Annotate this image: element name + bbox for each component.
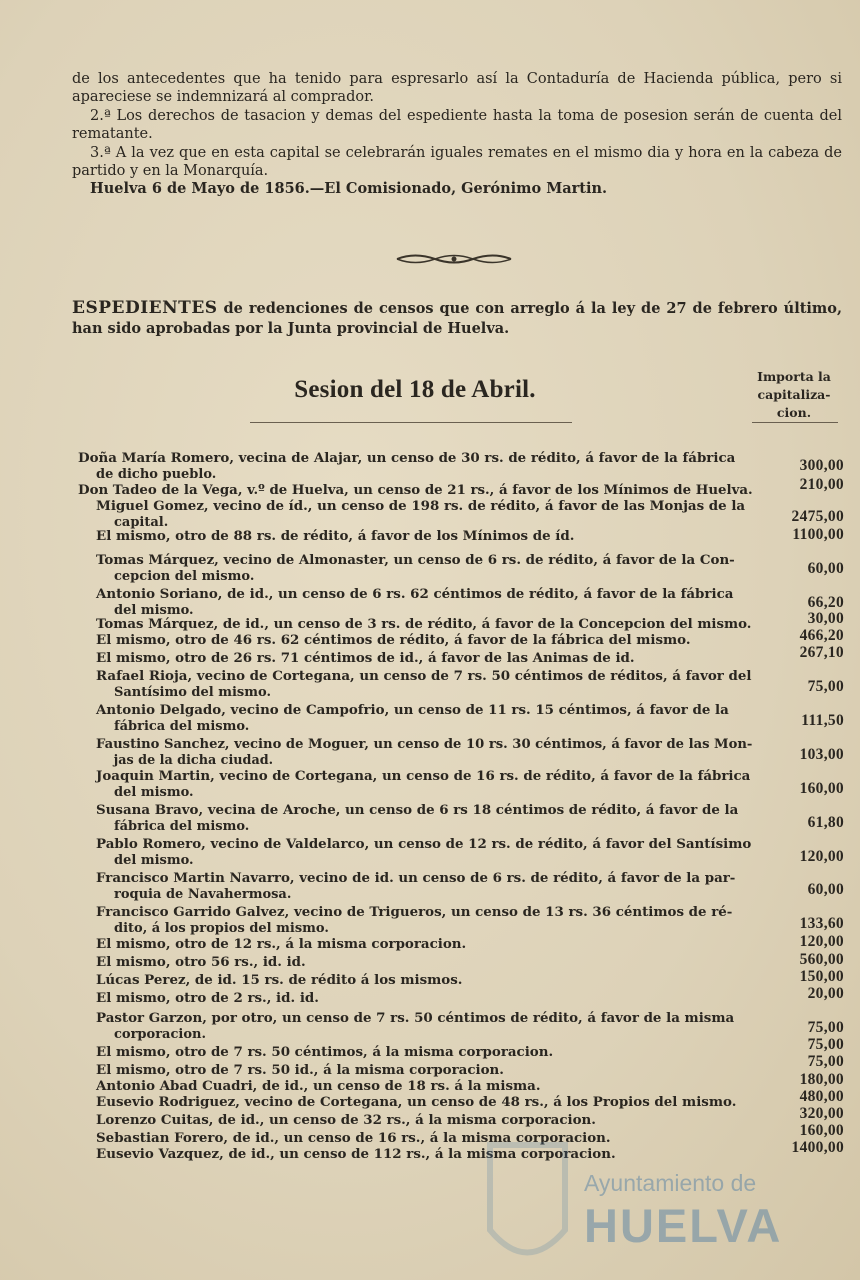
entry-text (96, 1094, 736, 1111)
entry-main-line: Faustino Sanchez, vecino de Moguer, un censo de 10 rs. 30 céntimos, á favor de las Mon- (96, 736, 753, 752)
entry-main-line: Susana Bravo, vecina de Aroche, un censo de 6 rs 18 céntimos de rédito, á favor de la (96, 802, 739, 818)
entry-main-line: Eusevio Vazquez, de id., un censo de 112 rs., á la misma corporacion. (96, 1146, 616, 1162)
entry-text (96, 668, 751, 701)
intro-paragraph-3: 3.ª A la vez que en esta capital se celebrarán iguales remates en el mismo dia y hora en la cabeza de partido y en la Monarquía. (72, 144, 842, 180)
entry-amount: 160,00 (799, 780, 844, 797)
entry-continuation-line: capital. (114, 514, 169, 530)
entry-text (96, 498, 745, 531)
entry-text (96, 870, 735, 903)
entry-main-line: Antonio Delgado, vecino de Campofrio, un censo de 11 rs. 15 céntimos, á favor de la (96, 702, 729, 718)
entry-text (96, 616, 751, 633)
entry-text (96, 990, 319, 1007)
entry-text (96, 1010, 734, 1043)
entry-text (96, 972, 462, 989)
watermark-text-small: Ayuntamiento de (584, 1170, 757, 1196)
entry-text (96, 1112, 596, 1129)
entry-amount: 480,00 (799, 1088, 844, 1105)
entry-main-line: Rafael Rioja, vecino de Cortegana, un censo de 7 rs. 50 céntimos de réditos, á favor del (96, 668, 752, 684)
entry-text (78, 450, 735, 483)
entry-amount: 2475,00 (791, 508, 844, 525)
entry-main-line: El mismo, otro de 7 rs. 50 id., á la misma corporacion. (96, 1062, 504, 1078)
entry-main-line: El mismo, otro de 88 rs. de rédito, á favor de los Mínimos de íd. (96, 528, 575, 544)
entry-amount: 30,00 (807, 610, 844, 627)
entry-main-line: Don Tadeo de la Vega, v.º de Huelva, un censo de 21 rs., á favor de los Mínimos de Huelva. (78, 482, 753, 498)
entry-amount: 20,00 (807, 985, 844, 1002)
entry-text (96, 936, 466, 953)
entry-text (96, 528, 574, 545)
entry-main-line: Sebastian Forero, de id., un censo de 16 rs., á la misma corporacion. (96, 1130, 611, 1146)
entry-amount: 267,10 (799, 644, 844, 661)
entry-text (96, 1062, 504, 1079)
entry-continuation-line: cepcion del mismo. (114, 568, 255, 584)
entry-text (96, 702, 729, 735)
entry-main-line: Tomas Márquez, vecino de Almonaster, un censo de 6 rs. de rédito, á favor de la Con- (96, 552, 735, 568)
entry-text (78, 482, 753, 499)
entry-main-line: Joaquin Martin, vecino de Cortegana, un censo de 16 rs. de rédito, á favor de la fábrica (96, 768, 751, 784)
heading-lead: ESPEDIENTES (72, 298, 218, 318)
entry-text (96, 632, 691, 649)
entry-continuation-line: del mismo. (114, 852, 194, 868)
entry-text (96, 552, 735, 585)
entry-amount: 103,00 (799, 746, 844, 763)
entry-amount: 120,00 (799, 933, 844, 950)
entry-main-line: Tomas Márquez, de id., un censo de 3 rs. de rédito, á favor de la Concepcion del mismo. (96, 616, 752, 632)
entry-amount: 180,00 (799, 1071, 844, 1088)
entry-amount: 560,00 (799, 951, 844, 968)
entry-main-line: El mismo, otro de 12 rs., á la misma corporacion. (96, 936, 467, 952)
entry-main-line: El mismo, otro de 46 rs. 62 céntimos de rédito, á favor de la fábrica del mismo. (96, 632, 691, 648)
entry-main-line: Pablo Romero, vecino de Valdelarco, un censo de 12 rs. de rédito, á favor del Santísimo (96, 836, 752, 852)
entry-main-line: Antonio Soriano, de id., un censo de 6 rs. 62 céntimos de rédito, á favor de la fábrica (96, 586, 734, 602)
entry-main-line: Lorenzo Cuitas, de id., un censo de 32 rs., á la misma corporacion. (96, 1112, 596, 1128)
entry-amount: 1100,00 (792, 526, 844, 543)
entry-text (96, 954, 306, 971)
entry-text (96, 1044, 553, 1061)
entry-amount: 1400,00 (791, 1139, 844, 1156)
entry-amount: 210,00 (799, 476, 844, 493)
entry-main-line: El mismo, otro de 26 rs. 71 céntimos de id., á favor de las Animas de id. (96, 650, 635, 666)
entry-amount: 133,60 (799, 915, 844, 932)
entry-amount: 60,00 (807, 881, 844, 898)
entry-main-line: Pastor Garzon, por otro, un censo de 7 rs. 50 céntimos de rédito, á favor de la misma (96, 1010, 735, 1026)
entry-text (96, 768, 750, 801)
entry-amount: 111,50 (801, 712, 844, 729)
entry-text (96, 802, 738, 835)
entry-amount: 150,00 (799, 968, 844, 985)
entry-main-line: Lúcas Perez, de id. 15 rs. de rédito á los mismos. (96, 972, 463, 988)
entry-continuation-line: fábrica del mismo. (114, 818, 250, 834)
entry-continuation-line: jas de la dicha ciudad. (113, 752, 274, 768)
entry-main-line: Francisco Garrido Galvez, vecino de Trigueros, un censo de 13 rs. 36 céntimos de ré- (96, 904, 733, 920)
watermark-text-large: HUELVA (584, 1199, 783, 1252)
entry-amount: 75,00 (807, 678, 844, 695)
entry-amount: 60,00 (807, 560, 844, 577)
entry-main-line: Eusevio Rodriguez, vecino de Cortegana, un censo de 48 rs., á los Propios del mismo. (96, 1094, 737, 1110)
entry-text (96, 586, 733, 619)
entry-text (96, 736, 752, 769)
column-header-line-2: capitaliza- (757, 387, 831, 402)
entry-continuation-line: del mismo. (114, 784, 194, 800)
entry-amount: 320,00 (799, 1105, 844, 1122)
entry-main-line: Doña María Romero, vecina de Alajar, un censo de 30 rs. de rédito, á favor de la fábrica (78, 450, 736, 466)
entry-main-line: El mismo, otro 56 rs., id. id. (96, 954, 306, 970)
entry-continuation-line: roquia de Navahermosa. (114, 886, 292, 902)
entry-amount: 75,00 (807, 1019, 844, 1036)
entry-main-line: Antonio Abad Cuadri, de id., un censo de 18 rs. á la misma. (96, 1078, 541, 1094)
heading-rest: de redenciones de censos que con arreglo á la ley de 27 de febrero último, han sido aprobadas por la Junta provincial de Huelva. (72, 300, 842, 337)
entry-continuation-line: Santísimo del mismo. (114, 684, 271, 700)
entry-amount: 120,00 (799, 848, 844, 865)
signature-text: Huelva 6 de Mayo de 1856.—El Comisionado, Gerónimo Martin. (90, 180, 608, 198)
entry-main-line: El mismo, otro de 2 rs., id. id. (96, 990, 319, 1006)
entry-continuation-line: del mismo. (114, 602, 194, 618)
entry-amount: 75,00 (807, 1036, 844, 1053)
entry-continuation-line: corporacion. (114, 1026, 206, 1042)
entry-text (96, 904, 732, 937)
entry-amount: 466,20 (799, 627, 844, 644)
entry-text (96, 836, 751, 869)
entry-amount: 160,00 (799, 1122, 844, 1139)
entry-amount: 300,00 (799, 457, 844, 474)
entry-continuation-line: dito, á los propios del mismo. (114, 920, 329, 936)
intro-paragraph-1: de los antecedentes que ha tenido para espresarlo así la Contaduría de Hacienda pública, pero si apareciese se indemnizará al comprador. (72, 71, 842, 106)
column-header-line-3: cion. (776, 405, 812, 420)
entry-continuation-line: de dicho pueblo. (96, 466, 217, 482)
session-title: Sesion del 18 de Abril. (294, 376, 536, 403)
entry-amount: 75,00 (807, 1053, 844, 1070)
column-header-line-1: Importa la (757, 369, 831, 384)
entry-main-line: El mismo, otro de 7 rs. 50 céntimos, á la misma corporacion. (96, 1044, 554, 1060)
entry-text (96, 1078, 541, 1095)
entry-amount: 61,80 (807, 814, 844, 831)
entry-text (96, 650, 635, 667)
entry-amount: 66,20 (807, 594, 844, 611)
entry-continuation-line: fábrica del mismo. (114, 718, 250, 734)
intro-paragraph-2: 2.ª Los derechos de tasacion y demas del espediente hasta la toma de posesion serán de cuenta del rematante. (72, 107, 842, 143)
entry-main-line: Miguel Gomez, vecino de íd., un censo de 198 rs. de rédito, á favor de las Monjas de la (96, 498, 746, 514)
entry-main-line: Francisco Martin Navarro, vecino de id. un censo de 6 rs. de rédito, á favor de la par- (96, 870, 736, 886)
